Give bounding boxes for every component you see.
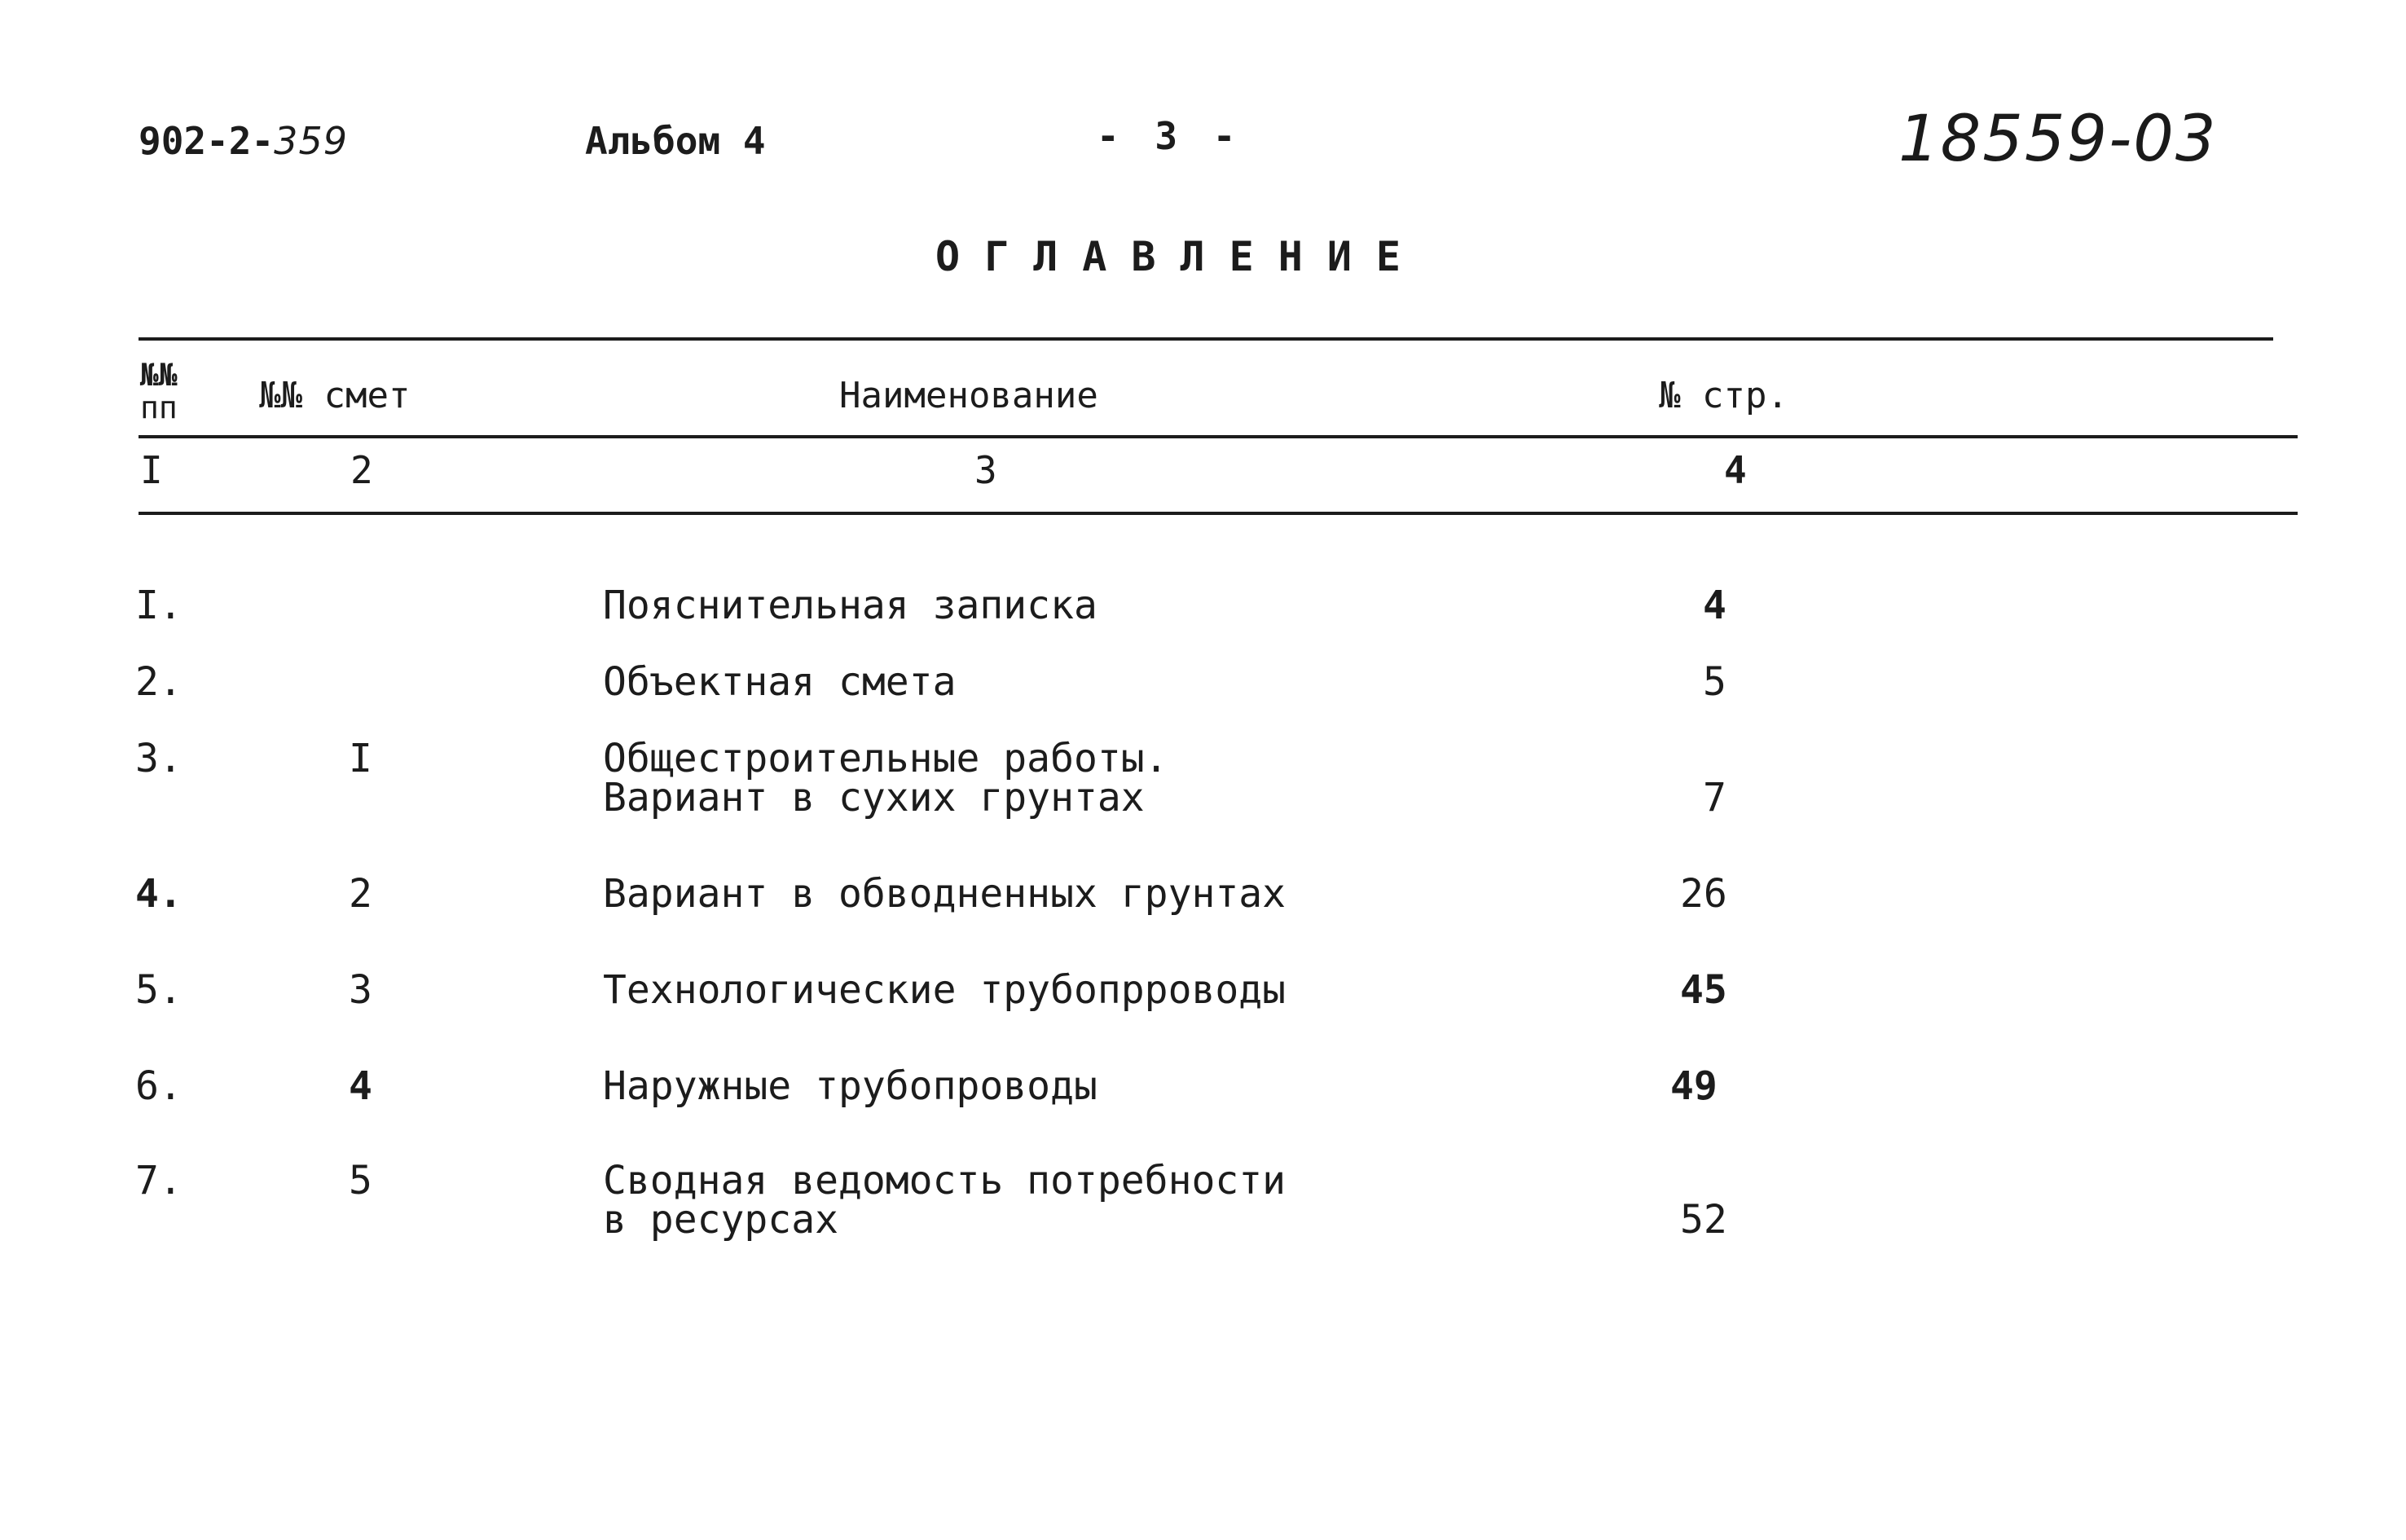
header-col-row-number-line1: №№ xyxy=(140,357,178,393)
table-row-4-page: 26 xyxy=(1680,871,1727,917)
table-row-7-name-line2: в ресурсах xyxy=(603,1197,838,1243)
header-col-row-number-line2: пп xyxy=(140,389,178,425)
table-row-2-name: Объектная смета xyxy=(603,659,957,705)
header-col-row-number xyxy=(140,359,178,424)
column-number-2: 2 xyxy=(350,448,373,492)
album-label: Альбом 4 xyxy=(585,119,766,163)
table-row-6-name: Наружные трубопроводы xyxy=(603,1063,1097,1109)
table-row-3-number: 3. xyxy=(135,736,183,781)
table-row-6-page: 49 xyxy=(1670,1063,1718,1109)
table-row-3-page: 7 xyxy=(1703,775,1726,821)
document-code-handwritten: 359 xyxy=(274,119,348,163)
table-row-4-estimate: 2 xyxy=(349,871,372,917)
table-row-1-number: I. xyxy=(135,583,183,628)
column-number-3: 3 xyxy=(974,448,997,492)
table-row-5-number: 5. xyxy=(135,967,183,1013)
table-row-1-name: Пояснительная записка xyxy=(603,583,1097,628)
table-row-3-name-line2: Вариант в сухих грунтах xyxy=(603,775,1145,821)
stamp-number: 18559-03 xyxy=(1898,103,2218,176)
table-row-7-page: 52 xyxy=(1680,1197,1727,1243)
header-col-estimate: №№ смет xyxy=(259,375,411,416)
table-row-4-number: 4. xyxy=(135,871,183,917)
table-row-6-number: 6. xyxy=(135,1063,183,1109)
table-row-7-estimate: 5 xyxy=(349,1158,372,1203)
table-row-5-page: 45 xyxy=(1680,967,1727,1013)
table-row-1-page: 4 xyxy=(1703,583,1726,628)
column-number-4: 4 xyxy=(1724,448,1747,492)
page-title: ОГЛАВЛЕНИЕ xyxy=(935,233,1426,280)
table-row-5-estimate: 3 xyxy=(349,967,372,1013)
document-code xyxy=(139,119,348,163)
table-row-2-number: 2. xyxy=(135,659,183,705)
document-code-prefix: 902-2- xyxy=(139,119,275,163)
page-number: - 3 - xyxy=(1097,114,1243,158)
table-row-2-page: 5 xyxy=(1703,659,1726,705)
table-numbers-rule xyxy=(139,512,2298,515)
table-row-5-name: Технологические трубопрроводы xyxy=(603,967,1287,1013)
table-row-7-number: 7. xyxy=(135,1158,183,1203)
table-row-4-name: Вариант в обводненных грунтах xyxy=(603,871,1287,917)
table-row-3-estimate: I xyxy=(349,736,372,781)
table-top-rule xyxy=(139,337,2273,341)
header-col-name: Наименование xyxy=(839,375,1098,416)
header-col-page: № стр. xyxy=(1659,375,1788,416)
table-row-3-name-line1: Общестроительные работы. xyxy=(603,736,1168,781)
table-row-6-estimate: 4 xyxy=(349,1063,372,1109)
column-number-1: I xyxy=(140,448,163,492)
table-row-7-name-line1: Сводная ведомость потребности xyxy=(603,1158,1287,1203)
table-header-rule xyxy=(139,435,2298,438)
